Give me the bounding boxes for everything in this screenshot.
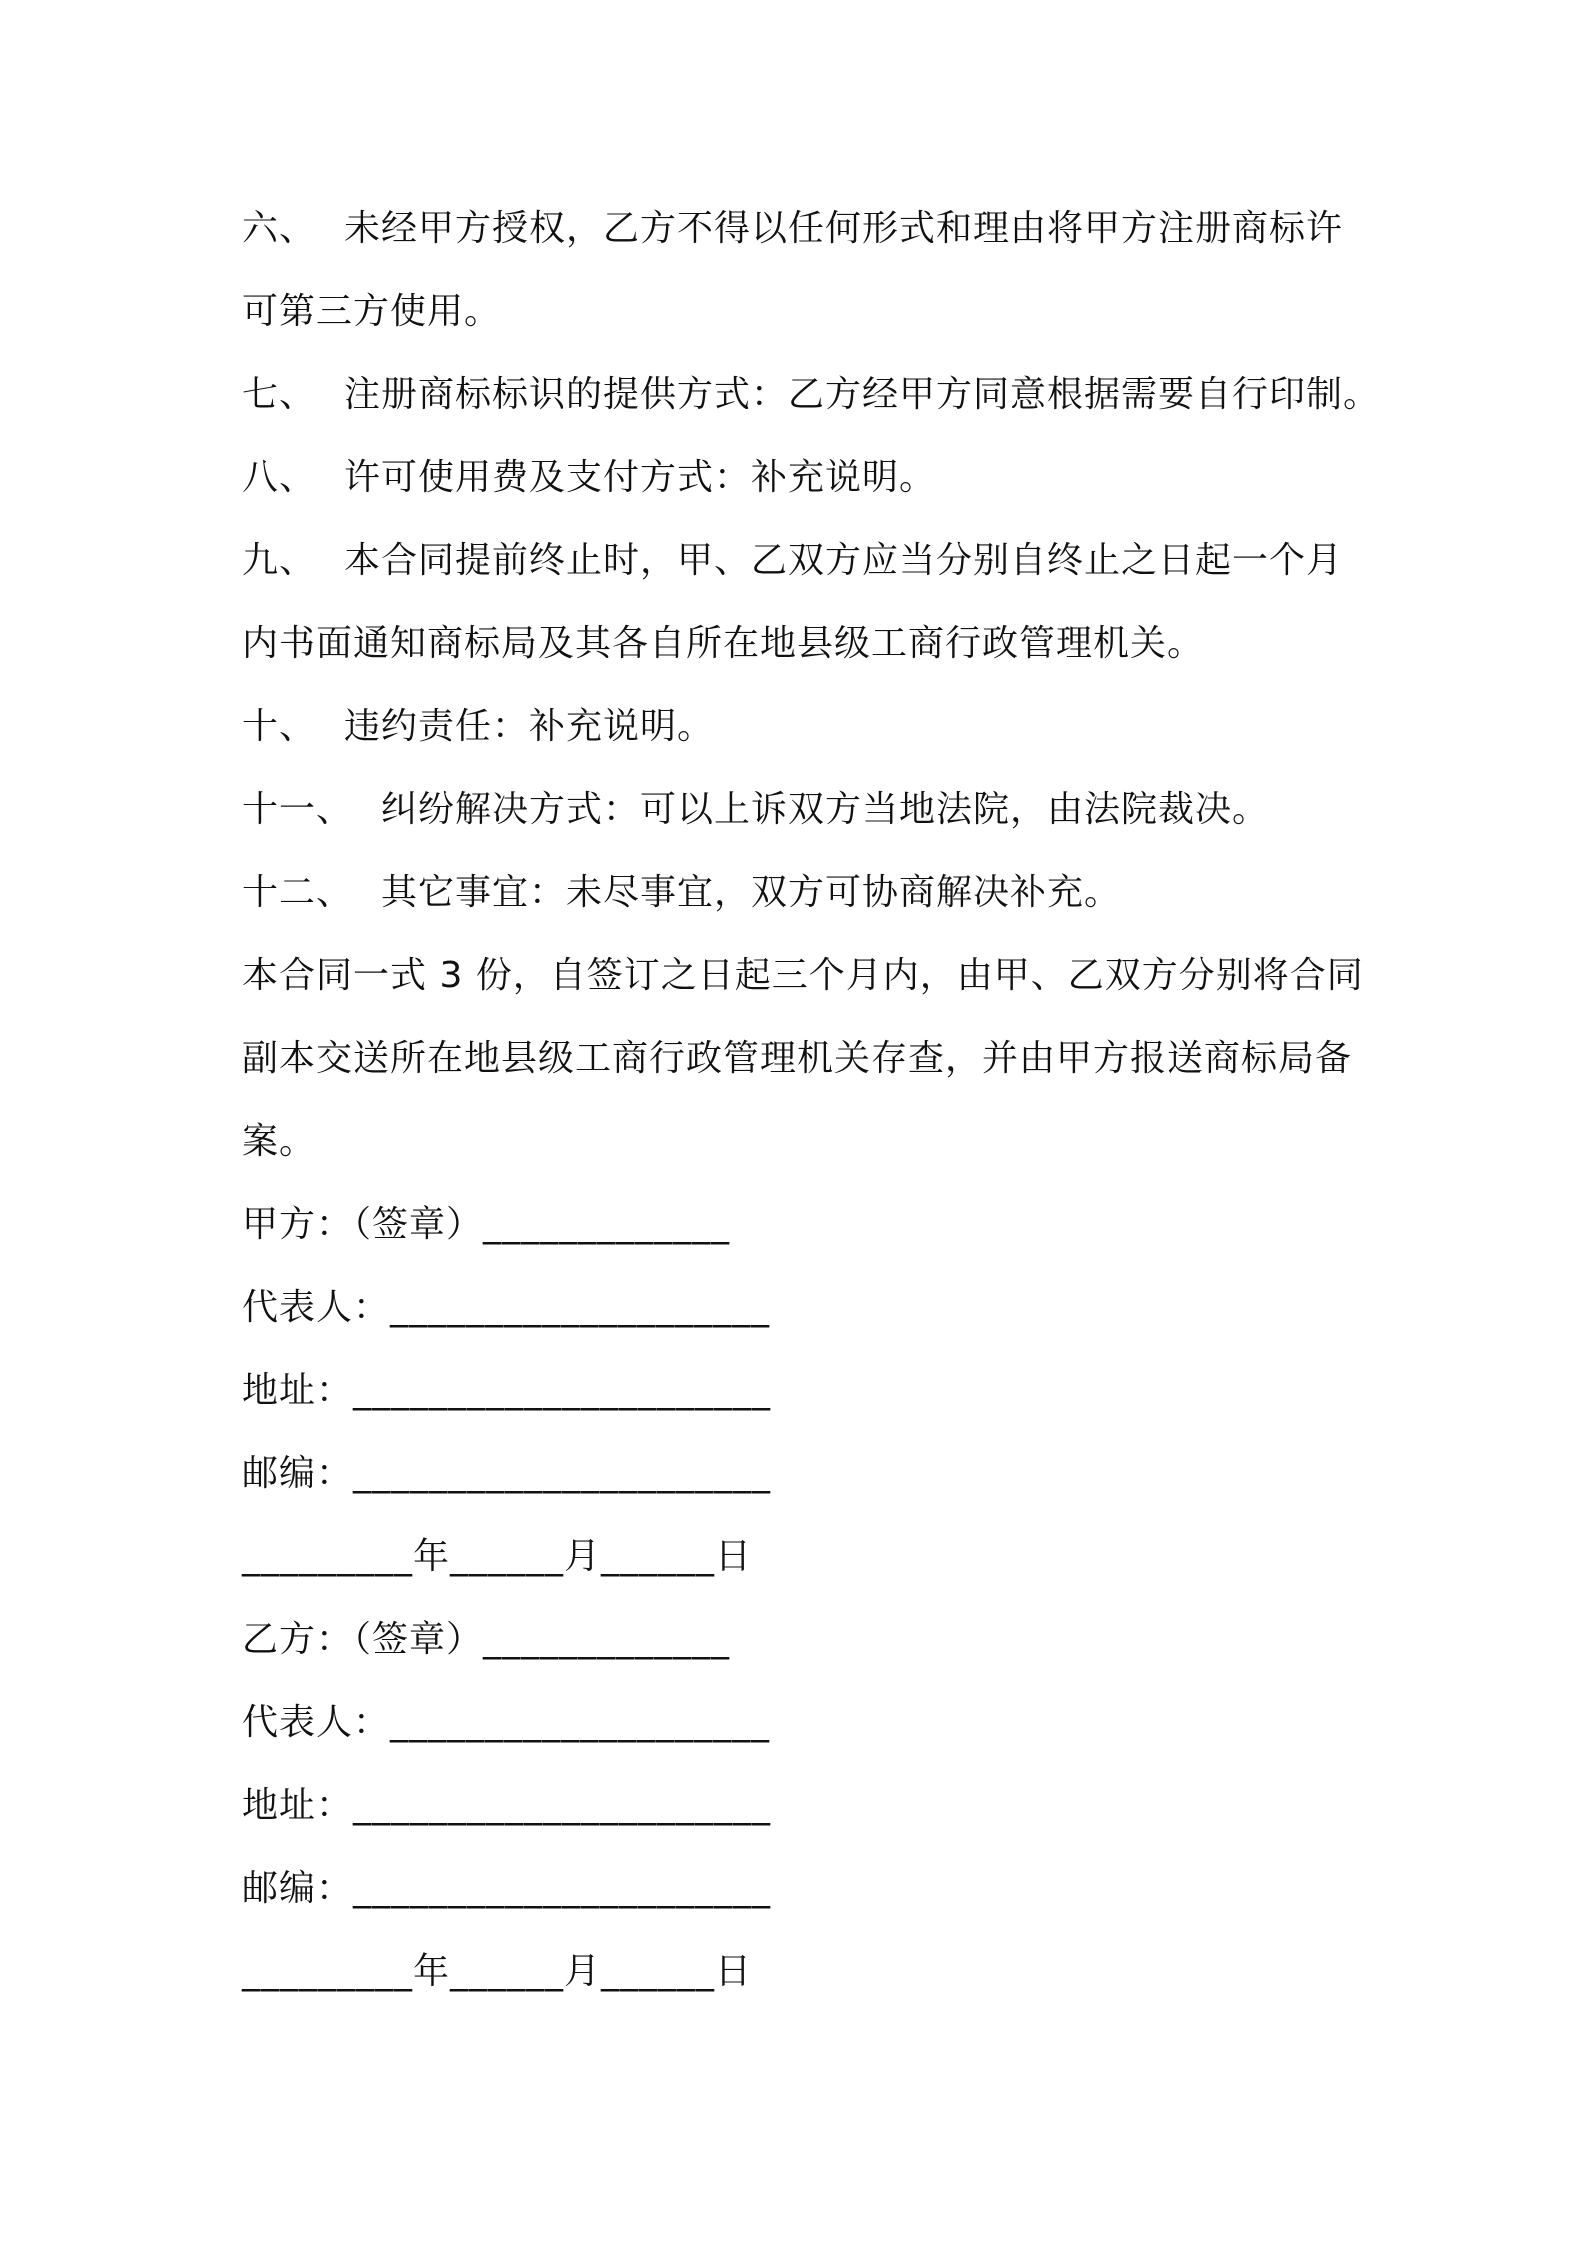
clause-text: 其它事宜：未尽事宜，双方可协商解决补充。 xyxy=(381,872,1122,913)
clause-number: 十二、 xyxy=(242,872,354,913)
clause-text: 纠纷解决方式：可以上诉双方当地法院，由法院裁决。 xyxy=(381,789,1270,830)
clause-text: 未经甲方授权，乙方不得以任何形式和理由将甲方注册商标许 xyxy=(344,208,1344,249)
clause-text: 许可使用费及支付方式：补充说明。 xyxy=(344,457,937,498)
clause-number: 六、 xyxy=(242,208,317,249)
party-a-address: 地址：______________________ xyxy=(242,1370,772,1411)
clause-number: 八、 xyxy=(242,457,317,498)
party-b-representative: 代表人：____________________ xyxy=(242,1702,771,1743)
closing-line-3: 案。 xyxy=(242,1121,317,1162)
clause-10 xyxy=(242,703,714,751)
party-b-postcode: 邮编：______________________ xyxy=(242,1868,772,1909)
clause-text: 本合同提前终止时，甲、乙双方应当分别自终止之日起一个月 xyxy=(344,540,1344,581)
party-b-date: _________年______月______日 xyxy=(242,1951,752,1992)
party-a-postcode: 邮编：______________________ xyxy=(242,1453,772,1494)
clause-number: 七、 xyxy=(242,374,317,415)
party-b-sign: 乙方：（签章）_____________ xyxy=(242,1619,731,1660)
clause-8 xyxy=(242,454,936,502)
clause-number: 九、 xyxy=(242,540,317,581)
clause-9-line-2: 内书面通知商标局及其各自所在地县级工商行政管理机关。 xyxy=(242,623,1205,664)
party-a-representative: 代表人：____________________ xyxy=(242,1287,771,1328)
clause-11 xyxy=(242,786,1269,834)
clause-6-line-2: 可第三方使用。 xyxy=(242,291,502,332)
party-b-address: 地址：______________________ xyxy=(242,1785,772,1826)
clause-6-line-1 xyxy=(242,205,1343,253)
closing-line-2: 副本交送所在地县级工商行政管理机关存查，并由甲方报送商标局备 xyxy=(242,1038,1353,1079)
clause-text: 注册商标标识的提供方式：乙方经甲方同意根据需要自行印制。 xyxy=(344,374,1381,415)
clause-7 xyxy=(242,371,1380,419)
clause-number: 十、 xyxy=(242,706,317,747)
closing-line-1: 本合同一式 3 份，自签订之日起三个月内，由甲、乙双方分别将合同 xyxy=(242,955,1364,996)
clause-text: 违约责任：补充说明。 xyxy=(344,706,715,747)
party-a-date: _________年______月______日 xyxy=(242,1536,752,1577)
clause-number: 十一、 xyxy=(242,789,354,830)
clause-9-line-1 xyxy=(242,537,1343,585)
clause-12 xyxy=(242,869,1121,917)
party-a-sign: 甲方：（签章）_____________ xyxy=(242,1204,731,1245)
